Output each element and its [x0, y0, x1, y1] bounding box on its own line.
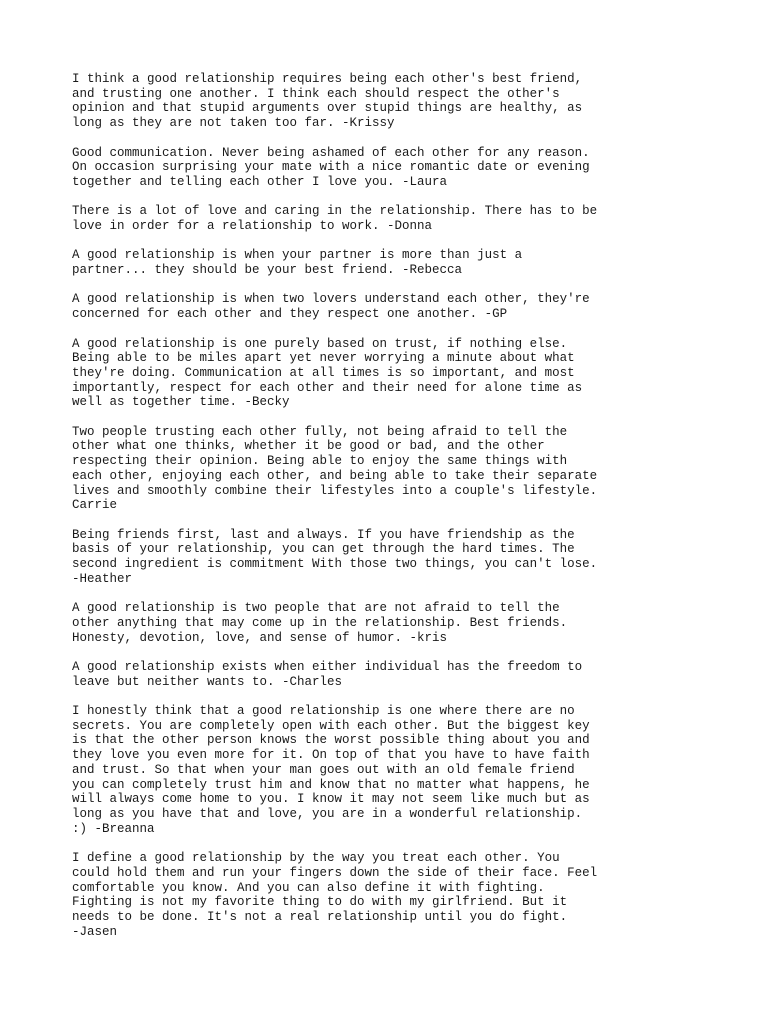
- quote-paragraph: [72, 425, 672, 513]
- text-line: leave but neither wants to. -Charles: [72, 674, 343, 689]
- text-line: together and telling each other I love you. -Laura: [72, 174, 448, 189]
- text-line: A good relationship is when two lovers understand each other, they're: [72, 292, 590, 307]
- text-line: I think a good relationship requires being each other's best friend,: [72, 72, 583, 86]
- text-line: second ingredient is commitment With those two things, you can't lose.: [72, 557, 598, 572]
- document-page: [72, 72, 672, 954]
- quote-paragraph: [72, 72, 672, 131]
- text-line: A good relationship is one purely based on trust, if nothing else.: [72, 336, 568, 351]
- text-line: Two people trusting each other fully, not being afraid to tell the: [72, 424, 568, 439]
- text-line: A good relationship exists when either individual has the freedom to: [72, 659, 583, 674]
- text-line: A good relationship is two people that are not afraid to tell the: [72, 601, 560, 616]
- text-line: concerned for each other and they respect one another. -GP: [72, 307, 508, 322]
- quote-paragraph: [72, 851, 672, 939]
- text-line: importantly, respect for each other and their need for alone time as: [72, 380, 583, 395]
- quote-paragraph: [72, 248, 672, 277]
- quote-paragraph: [72, 704, 672, 836]
- text-line: -Heather: [72, 571, 133, 586]
- text-line: partner... they should be your best friend. -Rebecca: [72, 263, 463, 278]
- text-line: I define a good relationship by the way you treat each other. You: [72, 851, 560, 866]
- quote-paragraph: [72, 601, 672, 645]
- text-line: long as you have that and love, you are in a wonderful relationship.: [72, 807, 583, 821]
- text-line: comfortable you know. And you can also define it with fighting.: [72, 880, 545, 895]
- text-line: and trusting one another. I think each should respect the other's: [72, 86, 560, 101]
- text-line: needs to be done. It's not a real relationship until you do fight.: [72, 909, 568, 924]
- text-line: other what one thinks, whether it be good or bad, and the other: [72, 439, 545, 454]
- text-line: opinion and that stupid arguments over stupid things are healthy, as: [72, 101, 583, 116]
- text-line: On occasion surprising your mate with a nice romantic date or evening: [72, 160, 590, 175]
- text-line: Being friends first, last and always. If you have friendship as the: [72, 527, 575, 542]
- text-line: long as they are not taken too far. -Krissy: [72, 116, 395, 131]
- quote-paragraph: [72, 146, 672, 190]
- text-line: they love you even more for it. On top of that you have to have faith: [72, 748, 590, 763]
- text-line: Carrie: [72, 498, 118, 513]
- text-line: Good communication. Never being ashamed of each other for any reason.: [72, 145, 590, 160]
- quote-paragraph: [72, 528, 672, 587]
- quote-paragraph: [72, 337, 672, 411]
- text-line: they're doing. Communication at all times is so important, and most: [72, 365, 575, 380]
- text-line: you can completely trust him and know that no matter what happens, he: [72, 777, 590, 792]
- text-line: basis of your relationship, you can get through the hard times. The: [72, 542, 575, 557]
- quote-paragraph: [72, 660, 672, 689]
- text-line: will always come home to you. I know it may not seem like much but as: [72, 792, 590, 807]
- text-line: lives and smoothly combine their lifestyles into a couple's lifestyle.: [72, 483, 598, 498]
- text-line: Being able to be miles apart yet never worrying a minute about what: [72, 351, 575, 366]
- text-line: :) -Breanna: [72, 821, 155, 836]
- text-line: A good relationship is when your partner is more than just a: [72, 248, 523, 263]
- text-line: I honestly think that a good relationship is one where there are no: [72, 704, 575, 719]
- text-line: is that the other person knows the worst possible thing about you and: [72, 733, 590, 748]
- text-line: other anything that may come up in the relationship. Best friends.: [72, 615, 568, 630]
- text-line: Honesty, devotion, love, and sense of humor. -kris: [72, 630, 448, 645]
- text-line: each other, enjoying each other, and being able to take their separate: [72, 468, 598, 483]
- quote-paragraph: [72, 204, 672, 233]
- text-line: could hold them and run your fingers down the side of their face. Feel: [72, 865, 598, 880]
- text-line: Fighting is not my favorite thing to do with my girlfriend. But it: [72, 895, 568, 910]
- text-line: -Jasen: [72, 924, 118, 939]
- quote-paragraph: [72, 292, 672, 321]
- text-line: well as together time. -Becky: [72, 395, 290, 410]
- text-line: respecting their opinion. Being able to enjoy the same things with: [72, 454, 568, 469]
- text-line: love in order for a relationship to work. -Donna: [72, 219, 433, 233]
- text-line: and trust. So that when your man goes out with an old female friend: [72, 762, 575, 777]
- text-line: There is a lot of love and caring in the relationship. There has to be: [72, 204, 598, 219]
- text-line: secrets. You are completely open with each other. But the biggest key: [72, 718, 590, 733]
